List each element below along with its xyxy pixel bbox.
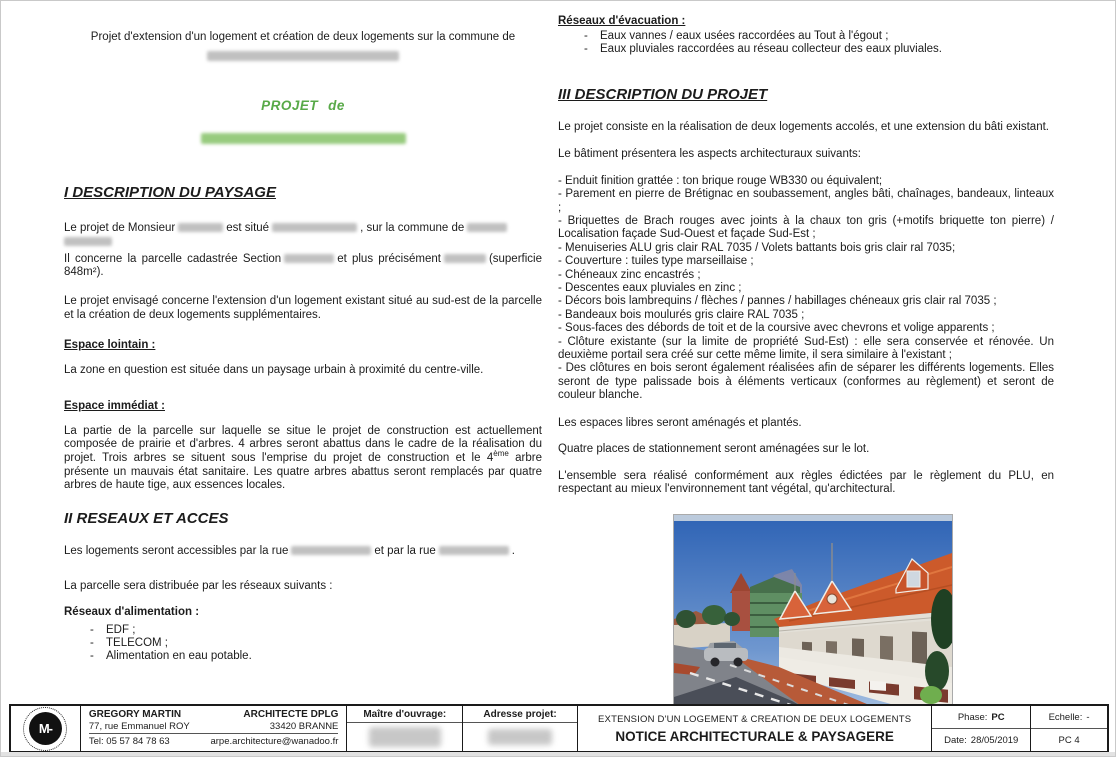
text-segment: Les logements seront accessibles par la rue [64,544,289,557]
list-item-label: Alimentation en eau potable. [106,649,252,662]
paragraph-plu: L'ensemble sera réalisé conformément aux règles édictées par le règlement du PLU, en respectant au mieux l'environnement tant végétal, qu'architectural. [558,469,1054,496]
aspect-line: - Parement en pierre de Brétignac en soubassement, angles bâti, chaînages, bandeaux, linteaux ; [558,188,1054,214]
phase-date-cell [932,706,1031,751]
text-segment: La partie de la parcelle sur laquelle se situe le projet de construction est actuellement composée de prairie et d'arbres. 4 arbres seront abattus dans le cadre de la réalisation du projet. Trois arbres se situent sous l'emprise du projet de construction et le 4 [64,424,542,464]
logo-cell [11,706,81,751]
architect-phone: Tel: 05 57 84 78 63 [88,736,170,747]
dash-marker: - [584,42,588,55]
adresse-projet-label: Adresse projet: [463,706,577,723]
paragraph-project: Le projet consiste en la réalisation de deux logements accolés, et une extension du bâti existant. [558,120,1049,133]
architect-title: ARCHITECTE DPLG [243,709,339,720]
redacted-text [178,223,223,232]
date-label: Date: [944,734,967,746]
aspect-line: - Bandeaux bois moulurés gris claire RAL 7035 ; [558,308,805,321]
redacted-text [439,546,509,555]
adresse-projet-cell [463,706,578,751]
text-segment: est situé [226,221,270,234]
text-segment: et par la rue [374,544,436,557]
subhead-reseaux-evacuation: Réseaux d'évacuation : [558,15,686,27]
street-photo-graphic [674,515,952,723]
redacted-text [64,237,112,246]
list-item-label: EDF ; [106,623,136,636]
architect-name: GREGORY MARTIN [88,709,182,720]
architect-street: 77, rue Emmanuel ROY [88,721,190,732]
paragraph-stationnement: Quatre places de stationnement seront aménagées sur le lot. [558,443,870,456]
redacted-text [488,729,552,745]
echelle-value: - [1086,711,1090,723]
superscript: ème [493,449,509,459]
text-segment: et plus précisément [337,252,441,265]
redacted-text [272,223,357,232]
aspect-line: - Briquettes de Brach rouges avec joints à la chaux ton gris (+motifs briquette ton pierre) / Localisation façade Sud-Ouest et façade Sud-Est ; [558,215,1054,241]
architect-email: arpe.architecture@wanadoo.fr [210,736,339,747]
aspect-line: - Des clôtures en bois seront également réalisées afin de séparer les différents logements. Elles seront de type palissade bois à éléments verticaux (conformes au règlement) et seront de couleur blanche. [558,362,1054,402]
aspects-list [558,175,1054,403]
aspect-line: - Menuiseries ALU gris clair RAL 7035 / Volets battants bois gris clair ral 7035; [558,241,956,254]
redacted-text [467,223,507,232]
echelle-label: Echelle: [1048,711,1083,723]
redacted-text [291,546,371,555]
redacted-text [444,254,486,263]
list-item [558,43,1054,56]
paragraph-cadastre [64,253,542,280]
dash-marker: - [90,649,94,662]
architect-cell [81,706,348,751]
echelle-sheet-cell [1031,706,1107,751]
redacted-text [207,51,399,61]
list-item [64,624,542,637]
subhead-espace-lointain: Espace lointain : [64,339,156,352]
paragraph-trees [64,425,542,493]
list-item [64,637,542,650]
owner-name-redaction-row [64,130,542,148]
logo-monogram: M- [29,712,62,745]
redacted-text [369,727,441,747]
paragraph-zone: La zone en question est située dans un paysage urbain à proximité du centre-ville. [64,364,484,377]
maitre-ouvrage-cell [347,706,463,751]
redaction-wrap-line [64,235,542,249]
paragraph-access [64,545,542,559]
project-of-line [64,98,542,113]
date-value: 28/05/2019 [970,734,1019,746]
heading-description-projet: III DESCRIPTION DU PROJET [558,85,768,103]
title-block [9,704,1109,753]
architect-logo-icon [23,707,67,751]
paragraph-networks: La parcelle sera distribuée par les réseaux suivants : [64,580,333,593]
aspect-line: - Sous-faces des débords de toit et de la coursive avec chevrons et volige apparents ; [558,322,995,335]
alimentation-list [64,624,542,662]
text-segment: , sur la commune de [360,221,465,234]
subhead-espace-immediat: Espace immédiat : [64,399,165,412]
text-segment: Le projet de Monsieur [64,221,176,234]
redacted-text [201,133,406,144]
document-title: NOTICE ARCHITECTURALE & PAYSAGERE [615,728,894,744]
right-column [558,1,1054,724]
architect-city: 33420 BRANNE [269,721,339,732]
aspect-line: - Couverture : tuiles type marseillaise ; [558,255,754,268]
phase-label: Phase: [957,711,988,723]
text-segment: Il concerne la parcelle cadastrée Section [64,252,282,265]
evacuation-list [558,30,1054,56]
phase-value: PC [991,711,1005,723]
page-bottom-shadow [1,752,1115,756]
street-photo [673,514,953,724]
paragraph-project-scope: Le projet envisagé concerne l'extension d'un logement existant situé au sud-est de la parcelle et la création de deux logements supplémentaires. [64,294,542,321]
redacted-text [284,254,334,263]
list-item-label: TELECOM ; [106,636,168,649]
list-item [64,650,542,663]
projet-word: PROJET [261,97,319,113]
aspect-line: - Chéneaux zinc encastrés ; [558,268,701,281]
aspect-line: - Clôture existante (sur la limite de propriété Sud-Est) : elle sera conservée et rénovée. Un deuxième portail sera créé sur cette même limite, il sera similaire à l'existant ; [558,335,1054,362]
dash-marker: - [584,30,588,42]
project-title-cell [578,706,932,751]
heading-paysage: I DESCRIPTION DU PAYSAGE [64,183,276,201]
sheet-reference: PC 4 [1058,734,1080,746]
maitre-ouvrage-label: Maître d'ouvrage: [347,706,462,723]
list-item-label: Eaux pluviales raccordées au réseau collecteur des eaux pluviales. [600,42,943,55]
aspect-line: - Décors bois lambrequins / flèches / pannes / habillages chéneaux gris clair ral 7035 ; [558,295,997,308]
intro-line: Projet d'extension d'un logement et création de deux logements sur la commune de [90,31,516,43]
heading-reseaux: II RESEAUX ET ACCES [64,509,229,527]
de-word: de [328,97,345,113]
dash-marker: - [90,623,94,636]
paragraph-aspects-intro: Le bâtiment présentera les aspects architecturaux suivants: [558,148,861,161]
paragraph-espaces-libres: Les espaces libres seront aménagés et plantés. [558,416,802,429]
intro-redaction-row [64,48,542,66]
aspect-line: - Enduit finition grattée : ton brique rouge WB330 ou équivalent; [558,174,883,187]
text-segment: . [511,544,515,557]
aspect-line: - Descentes eaux pluviales en zinc ; [558,282,742,295]
paragraph-location [64,222,542,249]
list-item-label: Eaux vannes / eaux usées raccordées au Tout à l'égout ; [600,30,889,42]
project-subtitle: EXTENSION D'UN LOGEMENT & CREATION DE DEUX LOGEMENTS [598,713,912,725]
text-segment: arbre présente un mauvais état sanitaire. Les quatre arbres abattus seront remplacés par quatre arbres de haute tige, aux essences locales. [64,451,543,492]
left-column [64,1,542,662]
dash-marker: - [90,636,94,649]
text-segment: (superficie 848m²). [64,252,542,279]
list-item [558,30,1054,43]
subhead-reseaux-alimentation: Réseaux d'alimentation : [64,605,200,618]
